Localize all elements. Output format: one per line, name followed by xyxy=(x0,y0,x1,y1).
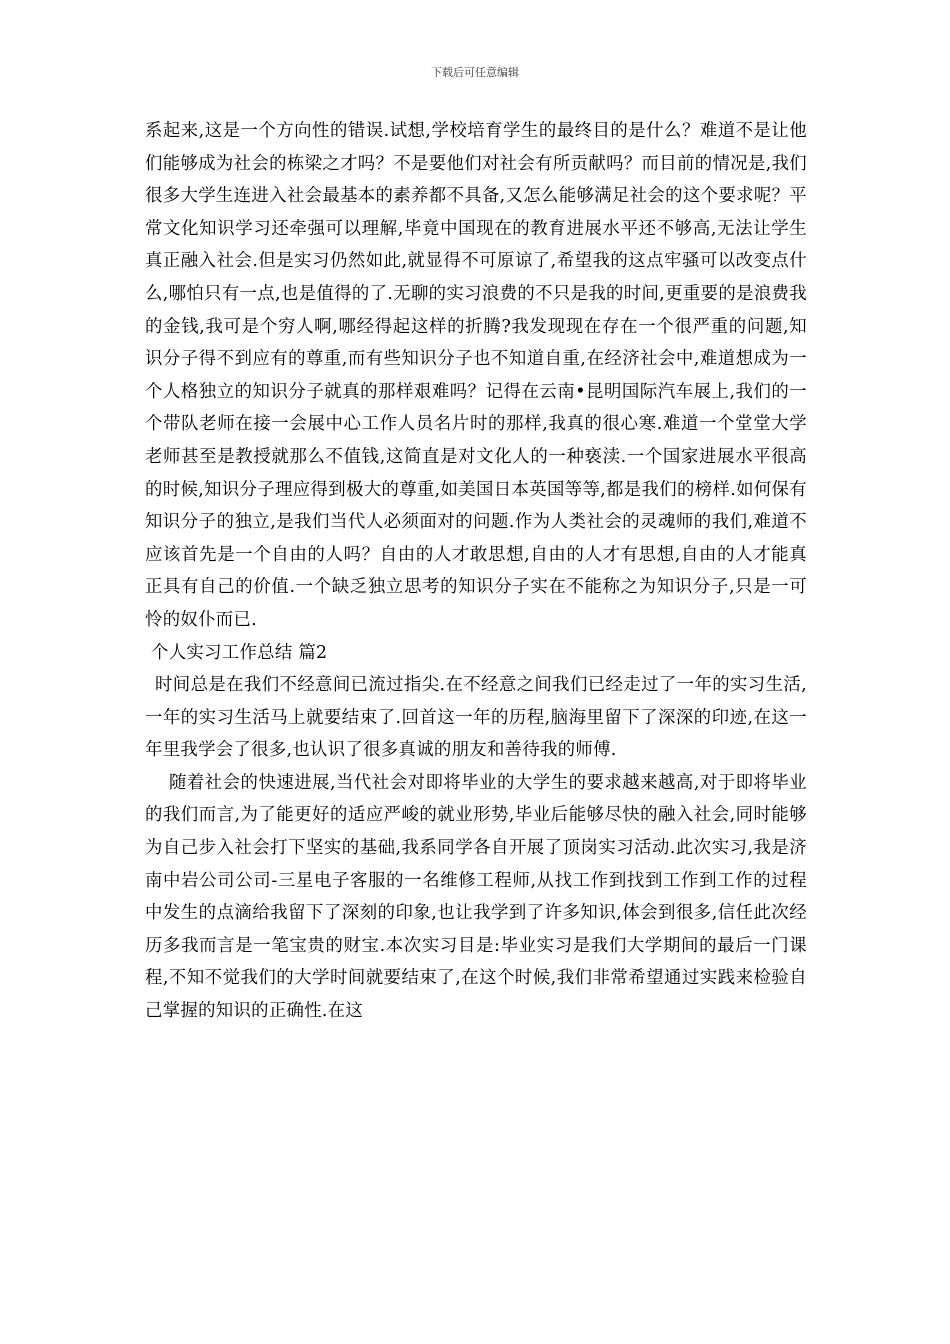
page-header: 下载后可任意编辑 xyxy=(431,66,519,79)
section-heading: 个人实习工作总结 篇2 xyxy=(151,642,328,663)
paragraph-3: 随着社会的快速进展,当代社会对即将毕业的大学生的要求越来越高,对于即将毕业的我们而言,为了能更好的适应严峻的就业形势,毕业后能够尽快的融入社会,同时能够为自己步入社会打下坚实的基础,我系同学各自开展了顶岗实习活动.此次实习,我是济南中岩公司公司-三星电子客服的一名维修工程师,从找工作到找到工作到工作的过程中发生的点滴给我留下了深刻的印象,也让我学到了许多知识,体会到很多,信任此次经历多我而言是一笔宝贵的财宝.本次实习目是:毕业实习是我们大学期间的最后一门课程,不知不觉我们的大学时间就要结束了,在这个时候,我们非常希望通过实践来检验自己掌握的知识的正确性.在这 xyxy=(145,772,807,1022)
document-body xyxy=(145,115,807,1028)
paragraph-2: 时间总是在我们不经意间已流过指尖.在不经意之间我们已经走过了一年的实习生活,一年的实习生活马上就要结束了.回首这一年的历程,脑海里留下了深深的印迹,在这一年里我学会了很多,也认识了很多真诚的朋友和善待我的师傅. xyxy=(145,675,807,761)
paragraph-1: 系起来,这是一个方向性的错误.试想,学校培育学生的最终目的是什么？难道不是让他们能够成为社会的栋梁之才吗？不是要他们对社会有所贡献吗？而目前的情况是,我们很多大学生连进入社会最基本的素养都不具备,又怎么能够满足社会的这个要求呢？平常文化知识学习还牵强可以理解,毕竟中国现在的教育进展水平还不够高,无法让学生真正融入社会.但是实习仍然如此,就显得不可原谅了,希望我的这点牢骚可以改变点什么,哪怕只有一点,也是值得的了.无聊的实习浪费的不只是我的时间,更重要的是浪费我的金钱,我可是个穷人啊,哪经得起这样的折腾?我发现现在存在一个很严重的问题,知识分子得不到应有的尊重,而有些知识分子也不知道自重,在经济社会中,难道想成为一个人格独立的知识分子就真的那样艰难吗？记得在云南•昆明国际汽车展上,我们的一个带队老师在接一会展中心工作人员名片时的那样,我真的很心寒.难道一个堂堂大学老师甚至是教授就那么不值钱,这简直是对文化人的一种亵渎.一个国家进展水平很高的时候,知识分子理应得到极大的尊重,如美国日本英国等等,都是我们的榜样.如何保有知识分子的独立,是我们当代人必须面对的问题.作为人类社会的灵魂师的我们,难道不应该首先是一个自由的人吗？自由的人才敢思想,自由的人才有思想,自由的人才能真正具有自己的价值.一个缺乏独立思考的知识分子实在不能称之为知识分子,只是一可怜的奴仆而已. xyxy=(145,121,807,630)
